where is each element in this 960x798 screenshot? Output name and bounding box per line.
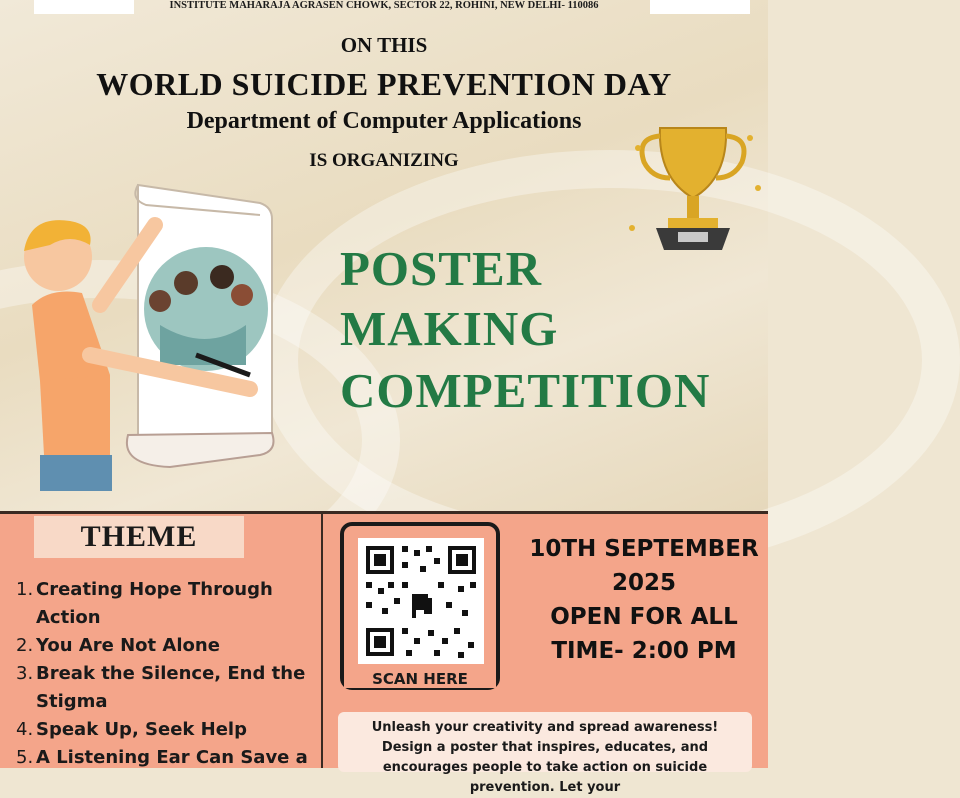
description-text: Unleash your creativity and spread awareness! Design a poster that inspires, educates, and encourages people to take action on suicide prevention. Let your: [371, 720, 719, 795]
section-divider-horizontal: [0, 511, 768, 514]
organizing-text: IS ORGANIZING: [309, 150, 459, 171]
theme-item-number: 1.: [16, 579, 34, 600]
department-name: Department of Computer Applications: [186, 108, 582, 134]
event-day-title: WORLD SUICIDE PREVENTION DAY: [96, 66, 672, 102]
theme-list-item: [16, 632, 316, 660]
theme-heading: THEME: [80, 520, 198, 553]
theme-item-text: A Listening Ear Can Save a: [36, 747, 308, 768]
theme-heading-box: [34, 516, 244, 558]
theme-item-text: Creating Hope Through Action: [36, 579, 273, 628]
theme-item-number: 2.: [16, 635, 34, 656]
event-year: 2025: [611, 570, 676, 596]
competition-word-poster: POSTER: [340, 241, 543, 296]
event-details: [520, 532, 768, 668]
theme-list: [16, 576, 316, 772]
qr-code-frame[interactable]: [340, 522, 500, 690]
theme-list-item: [16, 576, 316, 632]
scan-here-label: SCAN HERE: [344, 670, 496, 688]
theme-list-item: [16, 744, 316, 772]
person-holding-scroll-illustration: [10, 175, 310, 495]
intro-text: ON THIS: [340, 33, 428, 57]
institute-address: INSTITUTE MAHARAJA AGRASEN CHOWK, SECTOR 22, ROHINI, NEW DELHI- 110086: [169, 0, 599, 11]
competition-word-competition: COMPETITION: [340, 363, 711, 418]
theme-item-text: You Are Not Alone: [36, 635, 220, 656]
description-box: [338, 712, 752, 795]
competition-word-making: MAKING: [340, 301, 559, 356]
trophy-icon: [618, 118, 768, 268]
theme-item-number: 5.: [16, 747, 34, 768]
theme-list-item: [16, 660, 316, 716]
theme-item-number: 3.: [16, 663, 34, 684]
section-divider-vertical: [321, 512, 323, 768]
event-date: 10TH SEPTEMBER: [529, 536, 759, 562]
theme-item-text: Break the Silence, End the Stigma: [36, 663, 306, 712]
qr-code-icon[interactable]: [358, 538, 484, 664]
theme-item-number: 4.: [16, 719, 34, 740]
event-time: TIME- 2:00 PM: [551, 638, 737, 664]
event-eligibility: OPEN FOR ALL: [550, 604, 738, 630]
theme-item-text: Speak Up, Seek Help: [36, 719, 247, 740]
theme-list-item: [16, 716, 316, 744]
